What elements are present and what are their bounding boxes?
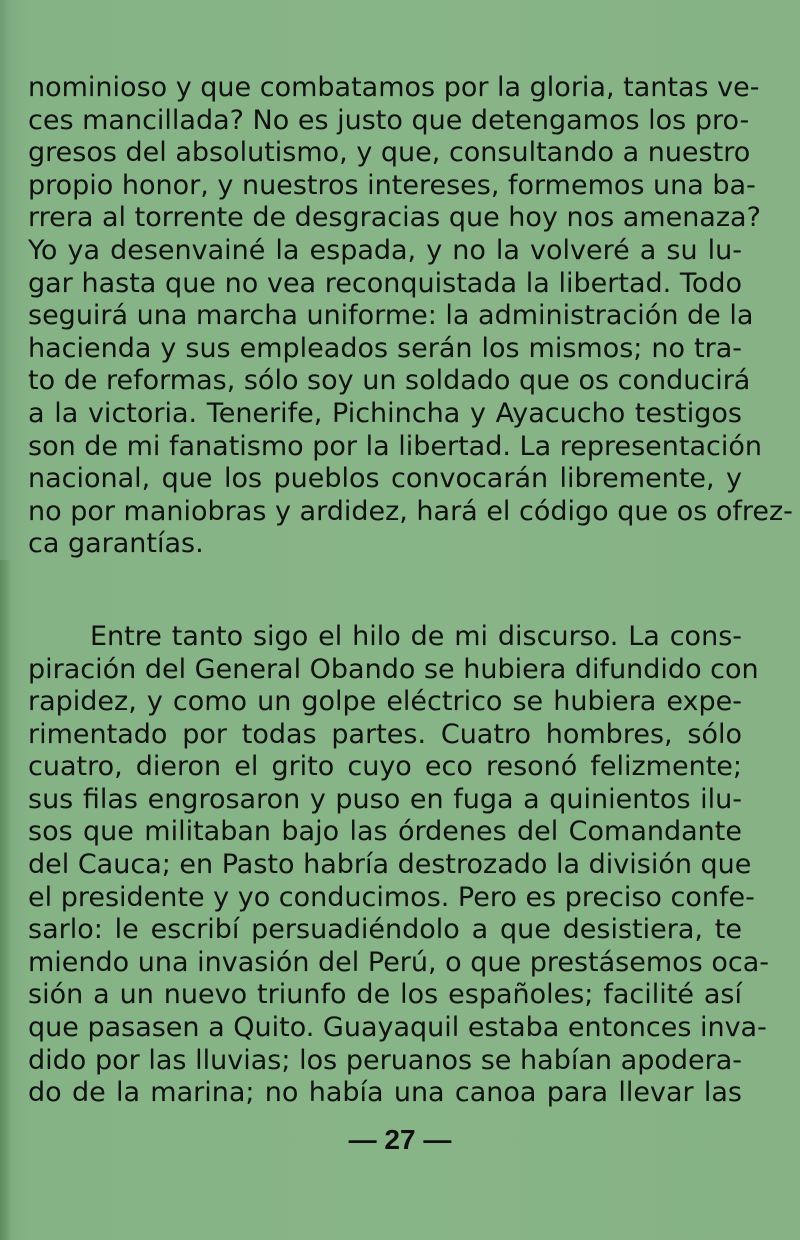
text-line: propio honor, y nuestros intereses, formemos una ba- [28,169,756,201]
text-line: seguirá una marcha uniforme: la administración de la [28,300,754,332]
text-line: rimentado por todas partes. Cuatro hombres, sólo [28,718,742,750]
text-line: nominioso y que combatamos por la gloria, tantas ve- [28,72,760,103]
text-line: do de la marina; no había una canoa para llevar las [28,1077,742,1109]
text-line-last: ca garantías. [28,528,204,560]
text-line: gresos del absolutismo, y que, consultando a nuestro [28,137,751,169]
body-text [28,72,793,1110]
text-line: nacional, que los pueblos convocarán libremente, y [28,463,742,495]
text-line: cuatro, dieron el grito cuyo eco resonó felizmente; [28,751,742,783]
text-line: sión a un nuevo triunfo de los españoles; facilité así [28,979,742,1011]
text-line: del Cauca; en Pasto habría destrozado la división que [28,849,752,881]
paragraph-gap [28,561,742,621]
text-line: sos que militaban bajo las órdenes del Comandante [28,816,742,848]
text-line: no por maniobras y ardidez, hará el código que os ofrez- [28,495,793,527]
text-line: miendo una invasión del Perú, o que prestásemos oca- [28,946,769,978]
text-line: ces mancillada? No es justo que detengamos los pro- [28,104,750,136]
text-line: rrera al torrente de desgracias que hoy nos amenaza? [28,202,761,234]
text-line: hacienda y sus empleados serán los mismos; no tra- [28,332,742,364]
text-line: el presidente y yo conducimos. Pero es preciso confe- [28,881,755,913]
text-line: piración del General Obando se hubiera difundido con [28,653,759,685]
text-line: sarlo: le escribí persuadiéndolo a que desistiera, te [28,914,742,946]
text-line: son de mi fanatismo por la libertad. La representación [28,430,762,462]
text-line: rapidez, y como un golpe eléctrico se hubiera expe- [28,686,742,718]
text-line: que pasasen a Quito. Guayaquil estaba entonces inva- [28,1012,767,1044]
text-line: a la victoria. Tenerife, Pichincha y Ayacucho testigos [28,397,742,429]
text-line-indented: Entre tanto sigo el hilo de mi discurso. La cons- [90,620,742,652]
text-line: Yo ya desenvainé la espada, y no la volveré a su lu- [28,234,742,266]
page-number: — 27 — [348,1124,452,1155]
text-line: dido por las lluvias; los peruanos se habían apodera- [28,1044,742,1076]
text-line: gar hasta que no vea reconquistada la libertad. Todo [28,267,742,299]
text-line: sus filas engrosaron y puso en fuga a quinientos ilu- [28,783,742,815]
text-line: to de reformas, sólo soy un soldado que os conducirá [28,365,751,397]
